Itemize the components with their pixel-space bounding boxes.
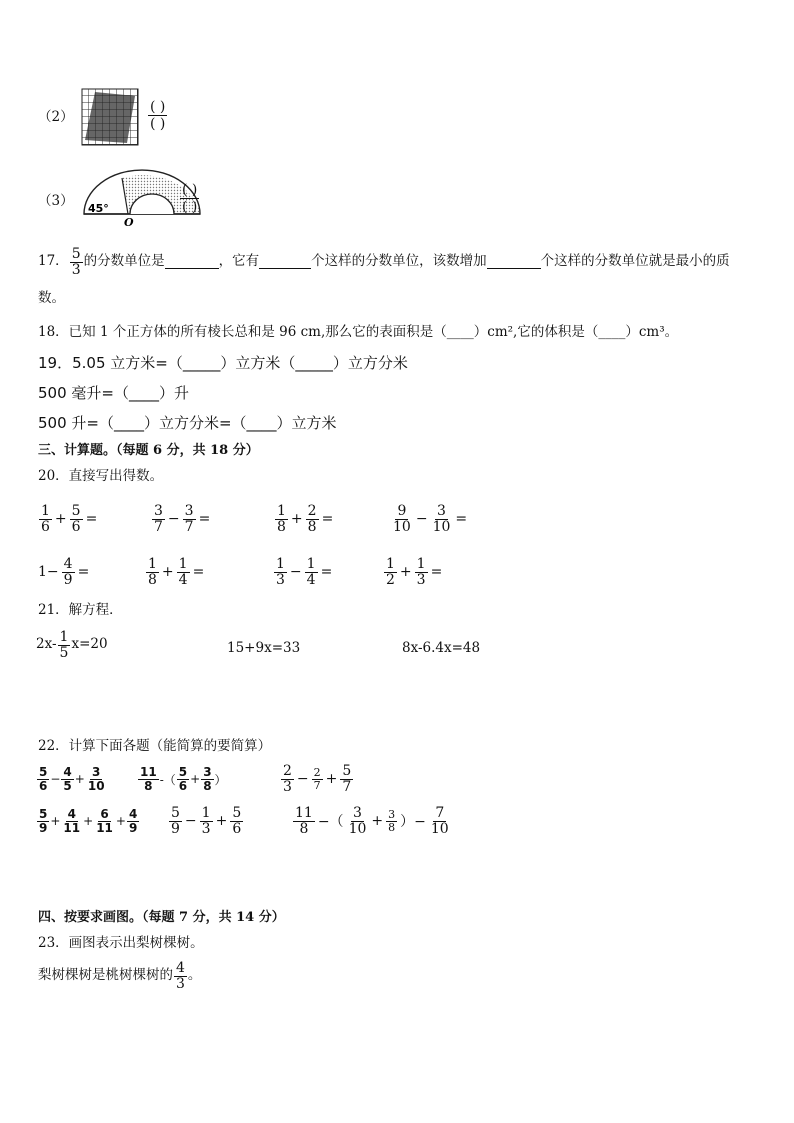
section-3-heading: 三、计算题。（每题 6 分，共 18 分） [38,443,259,458]
q17-line2: 数。 [38,290,65,306]
angle-label: 45° [88,202,109,215]
answer-blank[interactable] [487,256,541,269]
q22-expr-5: $\frac{5}{9}$ − $\frac{1}{3}$ + $\frac{5}{6}$ [171,805,242,837]
q21-equation-1: 2x- $\frac{1}{5}$ x=20 [36,629,108,661]
q20-expr-4: $\frac{9}{10}$ − $\frac{3}{10}$ = [393,503,468,535]
q16-part2-answer-fraction[interactable] [148,96,167,132]
q21-equation-2: 15+9x=33 [227,640,301,656]
q16-part2-label: （2） [38,109,74,125]
q19-line1: 19．5.05 立方米=（_____）立方米（_____）立方分米 [38,354,408,372]
numerator-blank[interactable]: ( ) [182,182,198,198]
q20-expr-2: $\frac{3}{7}$ − $\frac{3}{7}$ = [154,503,211,535]
q20-expr-6: $\frac{1}{8}$ + $\frac{1}{4}$ = [148,556,205,588]
q16-part3-label: （3） [38,193,74,209]
q22-expr-2: $\frac{11}{8}$ -（ $\frac{5}{6}$ + $\frac{3}{8}$ ） [140,765,227,793]
q20-expr-7: $\frac{1}{3}$ − $\frac{1}{4}$ = [276,556,333,588]
center-label: O [124,216,134,228]
q22-expr-1: $\frac{5}{6}$ − $\frac{4}{5}$ + $\frac{3}{10}$ [39,765,105,793]
q17-text: 的分数单位是 [83,253,165,270]
q19-line2: 500 毫升=（____）升 [38,384,189,402]
q21-equation-3: 8x-6.4x=48 [402,640,481,656]
q20-expr-5: 1− $\frac{4}{9}$ = [38,556,90,588]
section-4-heading: 四、按要求画图。（每题 7 分，共 14 分） [38,910,285,925]
question-number: 17． [38,253,69,270]
q22-expr-3: $\frac{2}{3}$ − $\frac{2}{7}$ + $\frac{5}{7}$ [283,763,352,795]
q20-title: 20．直接写出得数。 [38,468,164,484]
denominator-blank[interactable]: ( ) [150,116,166,133]
q20-expr-8: $\frac{1}{2}$ + $\frac{1}{3}$ = [386,556,443,588]
q23-title: 23．画图表示出梨树棵树。 [38,935,204,951]
q22-expr-6: $\frac{11}{8}$ −（ $\frac{3}{10}$ + $\frac{3}{8}$ ）− $\frac{7}{10}$ [295,805,449,837]
answer-blank[interactable] [165,256,219,269]
q23-text: 梨树棵树是桃树棵树的 $\frac{4}{3}$ 。 [38,960,202,992]
denominator-blank[interactable]: ( ) [182,199,198,216]
q17-line1 [38,247,730,277]
q20-expr-1: $\frac{1}{6}$ + $\frac{5}{6}$ = [41,503,98,535]
answer-blank[interactable] [259,256,311,269]
q20-expr-3: $\frac{1}{8}$ + $\frac{2}{8}$ = [277,503,334,535]
q18-text: 18．已知 1 个正方体的所有棱长总和是 96 cm,那么它的表面积是（____）cm²,它的体积是（____）cm³。 [38,324,679,340]
q17-text: 个这样的分数单位就是最小的质 [540,253,730,270]
q16-part3-answer-fraction[interactable] [180,179,199,215]
q17-text: 个这样的分数单位，该数增加 [311,253,487,270]
grid-parallelogram-figure [81,88,139,146]
q22-expr-4: $\frac{5}{9}$ + $\frac{4}{11}$ + $\frac{6}{11}$ + $\frac{4}{9}$ [39,807,138,835]
q17-text: ，它有 [218,253,260,270]
numerator-blank[interactable]: ( ) [150,99,166,115]
fraction: $\frac{5}{3}$ [71,246,81,278]
q19-line3: 500 升=（____）立方分米=（____）立方米 [38,414,337,432]
q22-title: 22．计算下面各题（能简算的要简算） [38,738,272,754]
q21-title: 21．解方程． [38,602,123,618]
